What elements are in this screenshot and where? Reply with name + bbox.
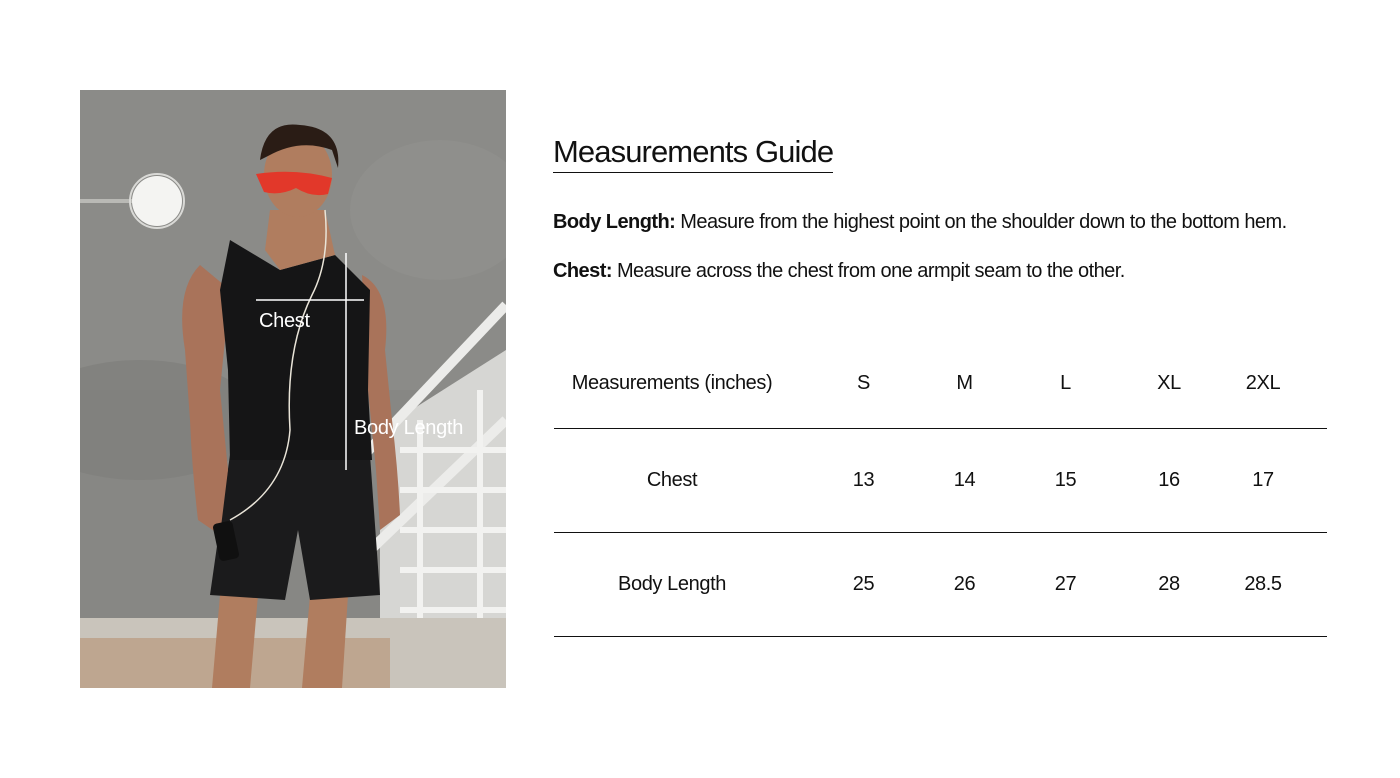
chest-overlay-label: Chest — [259, 310, 310, 332]
model-photo-illustration — [80, 90, 506, 688]
row-label-chest: Chest — [554, 428, 790, 532]
cell-chest-l: 15 — [992, 428, 1139, 532]
cell-chest-2xl: 17 — [1199, 428, 1327, 532]
body-length-description: Measure from the highest point on the shoulder down to the bottom hem. — [675, 211, 1287, 233]
cell-body-length-m: 26 — [937, 532, 992, 636]
cell-chest-xl: 16 — [1139, 428, 1199, 532]
header-size-s: S — [790, 340, 937, 428]
size-chart-table — [554, 340, 1327, 637]
cell-body-length-l: 27 — [992, 532, 1139, 636]
cell-body-length-s: 25 — [790, 532, 937, 636]
header-size-xl: XL — [1139, 340, 1199, 428]
header-size-l: L — [992, 340, 1139, 428]
cell-chest-m: 14 — [937, 428, 992, 532]
chest-term: Chest: — [553, 260, 612, 282]
header-size-m: M — [937, 340, 992, 428]
table-row — [554, 532, 1327, 636]
body-length-definition — [553, 210, 1287, 234]
cell-body-length-xl: 28 — [1139, 532, 1199, 636]
cell-chest-s: 13 — [790, 428, 937, 532]
header-measurements-label: Measurements (inches) — [554, 340, 790, 428]
row-label-body-length: Body Length — [554, 532, 790, 636]
body-length-overlay-label: Body Length — [354, 417, 464, 439]
chest-definition — [553, 259, 1125, 283]
guide-title: Measurements Guide — [553, 134, 833, 173]
body-length-term: Body Length: — [553, 211, 676, 233]
cell-body-length-2xl: 28.5 — [1199, 532, 1327, 636]
model-photo — [80, 90, 506, 688]
table-row — [554, 428, 1327, 532]
chest-description: Measure across the chest from one armpit seam to the other. — [611, 260, 1125, 282]
header-size-2xl: 2XL — [1199, 340, 1327, 428]
table-header-row — [554, 340, 1327, 428]
